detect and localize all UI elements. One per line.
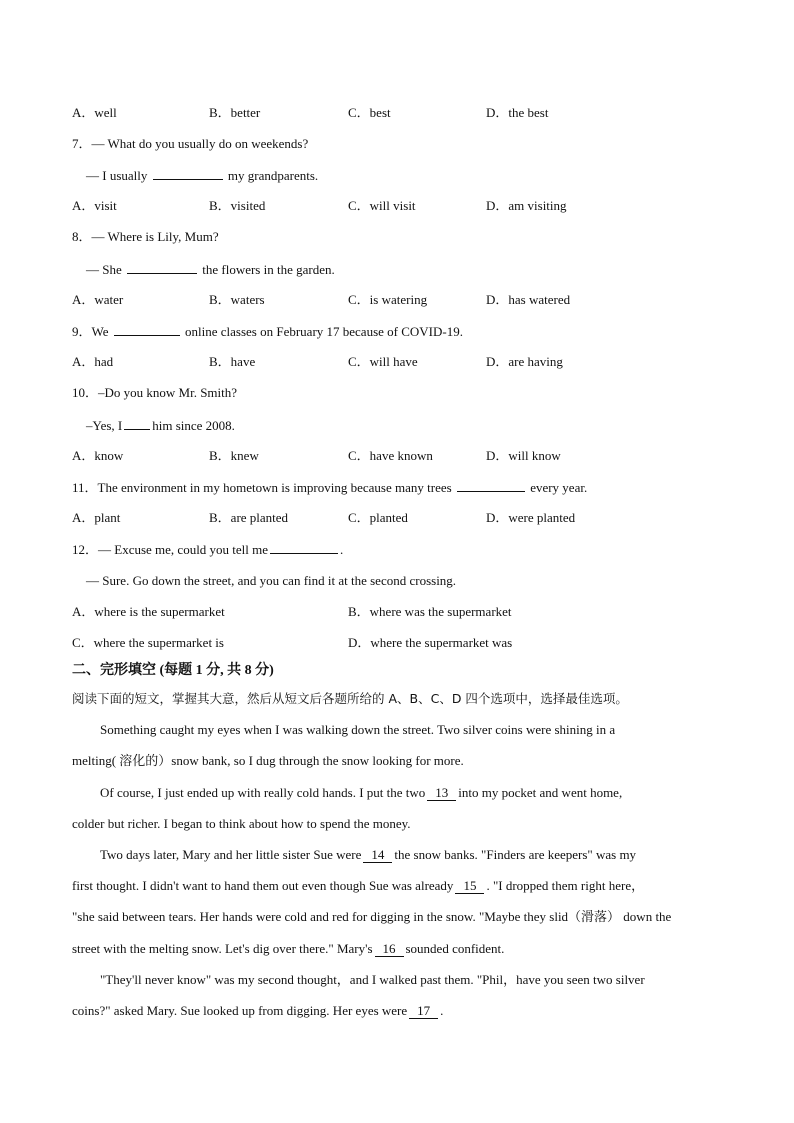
passage-text: the snow banks. "Finders are keepers" was my bbox=[394, 847, 637, 862]
q11-question bbox=[72, 478, 587, 497]
q10-option-a: A．know bbox=[72, 448, 124, 463]
q8-blank bbox=[127, 260, 197, 274]
passage-p3-line1 bbox=[100, 846, 636, 864]
q12-option-d: D．where the supermarket was bbox=[348, 635, 513, 650]
q10-option-d: D．will know bbox=[486, 448, 561, 463]
q9-option-d: D．are having bbox=[486, 354, 563, 369]
q11-option-c: C．planted bbox=[348, 510, 408, 525]
q9-option-b: B．have bbox=[209, 354, 256, 369]
q12-option-a: A．where is the supermarket bbox=[72, 604, 225, 619]
q10-blank bbox=[124, 416, 150, 430]
q8-option-b: B．waters bbox=[209, 292, 265, 307]
q11-blank bbox=[457, 478, 525, 492]
passage-p2-line2: colder but richer. I began to think about how to spend the money. bbox=[72, 816, 411, 831]
q12-blank bbox=[270, 540, 338, 554]
blank-16: 16 bbox=[375, 941, 404, 957]
q8-answer-pre: — She bbox=[86, 262, 122, 277]
q7-question: 7．— What do you usually do on weekends? bbox=[72, 136, 309, 151]
q12-option-c: C．where the supermarket is bbox=[72, 635, 224, 650]
q10-answer-line bbox=[86, 416, 235, 435]
section-heading: 二、完形填空 (每题 1 分, 共 8 分) bbox=[72, 663, 274, 678]
blank-13: 13 bbox=[427, 785, 456, 801]
passage-text: first thought. I didn't want to hand them out even though Sue was already bbox=[72, 878, 454, 893]
q6-option-d: D．the best bbox=[486, 105, 549, 120]
q9-option-c: C．will have bbox=[348, 354, 418, 369]
passage-text: coins?" asked Mary. Sue looked up from digging. Her eyes were bbox=[72, 1003, 408, 1018]
q8-question: 8．— Where is Lily, Mum? bbox=[72, 229, 219, 244]
q7-option-b: B．visited bbox=[209, 198, 266, 213]
passage-p3-line4 bbox=[72, 940, 504, 958]
q7-answer-line bbox=[86, 166, 318, 185]
q11-pre: 11．The environment in my hometown is improving because many trees bbox=[72, 480, 452, 495]
q8-option-d: D．has watered bbox=[486, 292, 571, 307]
passage-p3-line3: "she said between tears. Her hands were cold and red for digging in the snow. "Maybe they slid（滑落） down the bbox=[72, 909, 672, 924]
passage-text: into my pocket and went home, bbox=[458, 785, 623, 800]
q11-option-d: D．were planted bbox=[486, 510, 576, 525]
q8-option-c: C．is watering bbox=[348, 292, 428, 307]
passage-text: . bbox=[440, 1003, 444, 1018]
passage-p2-line1 bbox=[100, 784, 622, 802]
q6-option-c: C．best bbox=[348, 105, 391, 120]
section-instruction: 阅读下面的短文，掌握其大意，然后从短文后各题所给的 A、B、C、D 四个选项中，选择最佳选项。 bbox=[72, 691, 628, 706]
q11-post: every year. bbox=[530, 480, 588, 495]
q10-question: 10．–Do you know Mr. Smith? bbox=[72, 385, 238, 400]
passage-p1-line2: melting( 溶化的）snow bank, so I dug through the snow looking for more. bbox=[72, 753, 464, 768]
q9-option-a: A．had bbox=[72, 354, 114, 369]
q10-answer-pre: –Yes, I bbox=[86, 418, 123, 433]
passage-p3-line2 bbox=[72, 877, 644, 895]
q7-option-d: D．am visiting bbox=[486, 198, 567, 213]
blank-14: 14 bbox=[363, 847, 392, 863]
q11-option-a: A．plant bbox=[72, 510, 121, 525]
passage-p4-line1: "They'll never know" was my second thought，and I walked past them. "Phil，have you seen two silver bbox=[100, 972, 645, 987]
q8-option-a: A．water bbox=[72, 292, 124, 307]
q6-option-b: B．better bbox=[209, 105, 261, 120]
blank-15: 15 bbox=[455, 878, 484, 894]
q9-pre: 9．We bbox=[72, 324, 109, 339]
q7-option-c: C．will visit bbox=[348, 198, 416, 213]
q8-answer-post: the flowers in the garden. bbox=[202, 262, 335, 277]
q12-option-b: B．where was the supermarket bbox=[348, 604, 512, 619]
q10-option-b: B．knew bbox=[209, 448, 259, 463]
q9-question bbox=[72, 322, 463, 341]
passage-text: street with the melting snow. Let's dig over there." Mary's bbox=[72, 941, 373, 956]
q7-answer-pre: — I usually bbox=[86, 168, 148, 183]
q12-answer-line: — Sure. Go down the street, and you can find it at the second crossing. bbox=[86, 573, 457, 588]
q7-answer-post: my grandparents. bbox=[227, 168, 319, 183]
passage-text: sounded confident. bbox=[405, 941, 505, 956]
q8-answer-line bbox=[86, 260, 335, 279]
q11-option-b: B．are planted bbox=[209, 510, 289, 525]
q9-post: online classes on February 17 because of COVID-19. bbox=[185, 324, 463, 339]
passage-p1-line1: Something caught my eyes when I was walking down the street. Two silver coins were shining in a bbox=[100, 722, 616, 737]
q10-answer-post: him since 2008. bbox=[152, 418, 235, 433]
passage-p4-line2 bbox=[72, 1002, 443, 1020]
passage-text: . "I dropped them right here， bbox=[486, 878, 645, 893]
q7-option-a: A．visit bbox=[72, 198, 117, 213]
q12-pre: 12．— Excuse me, could you tell me bbox=[72, 542, 269, 557]
q9-blank bbox=[114, 322, 180, 336]
q12-question bbox=[72, 540, 343, 559]
q6-option-a: A．well bbox=[72, 105, 117, 120]
passage-text: Two days later, Mary and her little sister Sue were bbox=[100, 847, 362, 862]
q12-post: . bbox=[340, 542, 344, 557]
passage-text: Of course, I just ended up with really cold hands. I put the two bbox=[100, 785, 426, 800]
q10-option-c: C．have known bbox=[348, 448, 433, 463]
q7-blank bbox=[153, 166, 223, 180]
blank-17: 17 bbox=[409, 1003, 438, 1019]
